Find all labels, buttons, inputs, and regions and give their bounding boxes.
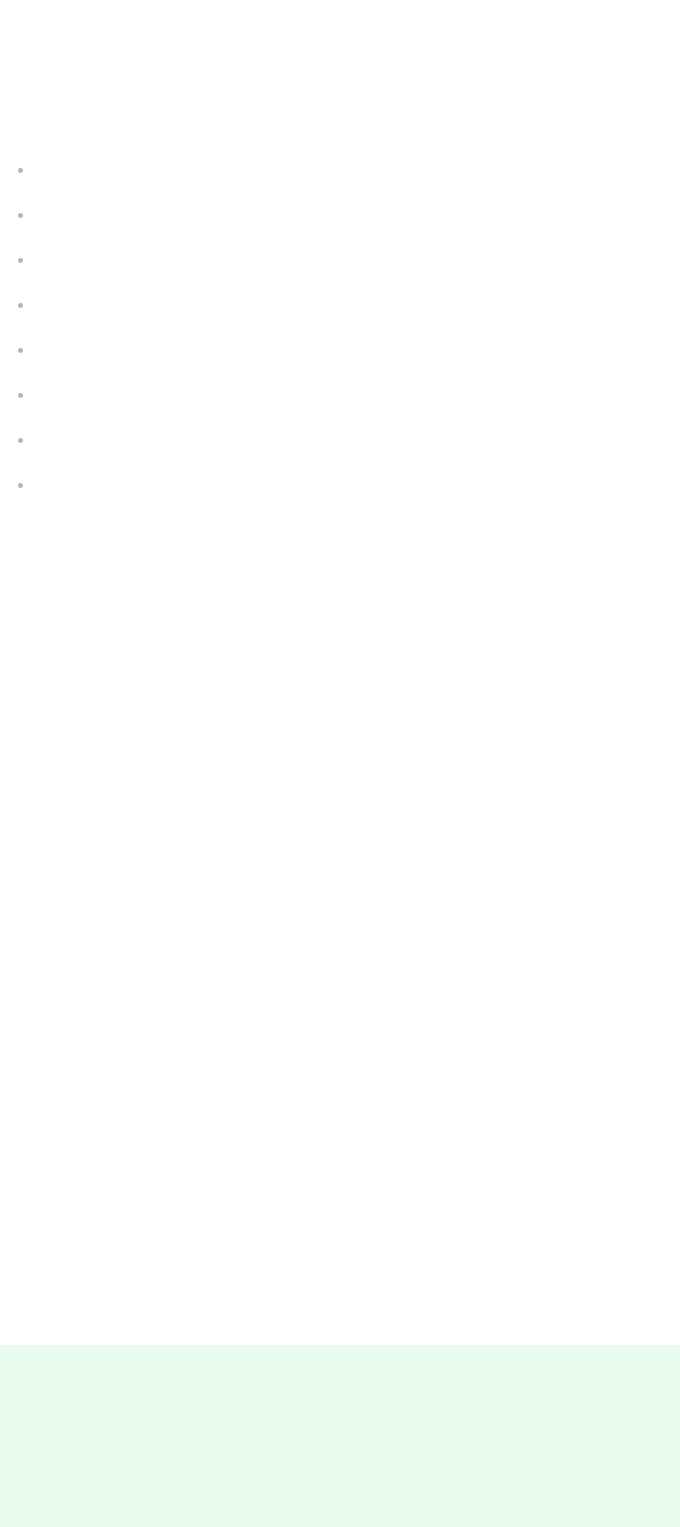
bullet-icon xyxy=(18,303,23,308)
bullet-icon xyxy=(18,348,23,353)
bullet-icon xyxy=(18,258,23,263)
bullet-icon xyxy=(18,213,23,218)
bullet-icon xyxy=(18,438,23,443)
bullet-icon xyxy=(18,483,23,488)
summary-box xyxy=(0,1345,680,1527)
bullet-icon xyxy=(18,168,23,173)
bullet-icon xyxy=(18,393,23,398)
